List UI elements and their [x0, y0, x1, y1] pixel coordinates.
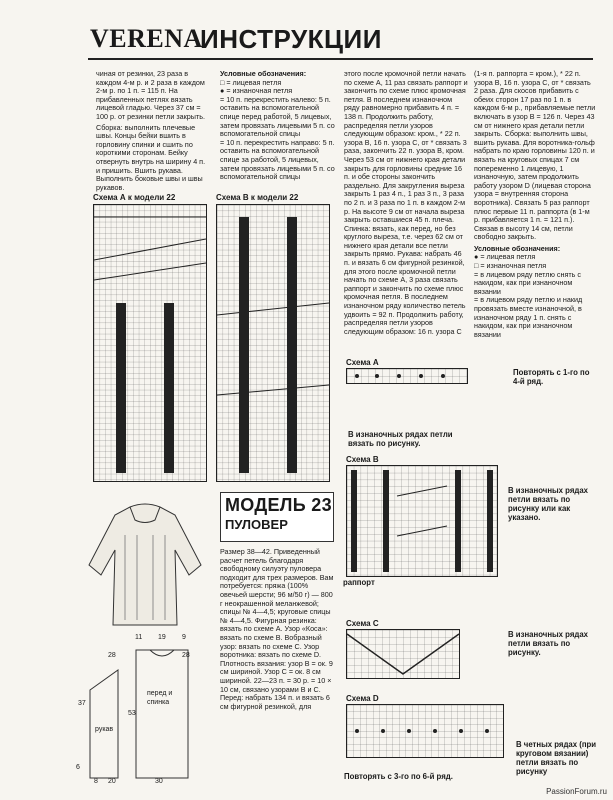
legend-title: Условные обозначения: [220, 69, 307, 78]
sketch-label-37: 37 [78, 700, 86, 707]
sketch-label-sleeve: рукав [95, 726, 114, 733]
scheme-a-22-label: Схема А к модели 22 [93, 193, 176, 202]
sketch-label-11: 11 [135, 634, 143, 641]
legend2-item: ● = лицевая петля [474, 252, 536, 262]
scheme-a-note: Повторять с 1-го по 4-й ряд. [513, 368, 590, 386]
sketch-label-9: 9 [182, 634, 186, 641]
sketch-label-28b: 28 [182, 652, 190, 659]
legend-item: = 10 п. перекрестить направо: 5 п. оставить на вспомогательной спице за работой, 5 лицевых, затем провязать лицевыми 5 п. со вспомогательной спицы [220, 137, 335, 182]
scheme-b-note: В изнаночных рядах петли вязать по рисунку или как указано. [508, 486, 589, 522]
legend2-title: Условные обозначения: [474, 243, 561, 253]
scheme-d-grid [346, 704, 504, 758]
sketch-label-20: 20 [108, 778, 116, 785]
left-paragraph-2: Сборка: выполнить плечевые швы. Концы бейки вшить в горловину спинки и сшить по короткими сторонам. Бейку отвернуть внутрь на ширину 4 п. и пришить. Вшить рукава. Выполнить боковые швы и швы рукавов. [96, 122, 206, 192]
legend2-item: = в лицевом ряду петлю и накид провязать вместе изнаночной, в изнаночном ряду 1 п. снять с накидом, как при изнаночном вязании [474, 295, 583, 339]
pattern-sketch-svg [88, 640, 208, 790]
sketch-label-6: 6 [76, 764, 80, 771]
scheme-b-rapport: раппорт [343, 578, 375, 587]
grid-b-svg [217, 205, 329, 481]
left-paragraph-1: чиная от резинки, 23 раза в каждом 4-м р. и 2 раза в каждом 2-м р. по 1 п. = 115 п. На прибавленных петлях вязать лицевой гладью. Через 37 см = 100 р. от резинки петли закрыть. [96, 69, 206, 121]
instructions-text: (1-я п. раппорта = кром.), * 22 п. узора В, 16 п. узора С, от * связать 2 раза. Для скосов прибавить с обеих сторон 17 раз по 1 п. в каждом 6-м р., прибавляемые петли включать в узор В = 126 п. Через 43 см от нижнего края детали петли закрыть. Сборка: выполнить швы, вшить рукава. Для воротника-гольф набрать по краю горловины 120 п. и вязать на круговых спицах 7 см попеременно 1 лицевую, 1 изнаночную, затем продолжить работу узором D (лицевая сторона узора = внутренняя сторона воротника). Связать 5 раз раппорт плюс первые 11 п. раппорта (в 1-м р. прибавляется 1 п. = 121 п.). Связав в высоту 14 см, петли свободно закрыть. [474, 69, 596, 242]
scheme-a-label: Схема А [346, 358, 379, 367]
instructions-text: этого после кромочной петли начать по схеме А, 11 раз связать раппорт и закончить по схеме плюс кромочная петля. В последнем изнаночном ряду равномерно прибавить 4 п. = 138 п. Продолжить работу, распределяя петли узоров следующим образом: кром., * 22 п. узора В, 16 п. узора С, от * связать 3 раза, закончить 22 п. узора В, кром. Через 53 см от нижнего края детали закрыть для горловины средние 16 п. и обе стороны закончить раздельно. Для закругления выреза закрыть 1 раз 4 п., 1 раз 3 п., 3 раза по 2 п. и 3 раза по 1 п. в каждом 2-м р. На высоте 9 см от начала выреза закрыть оставшиеся 45 п. плеча. Спинка: вязать, как перед, но без круглого выреза, т.е. через 62 см от нижнего края детали все петли закрыть прямо. Рукава: набрать 46 п. и вязать 6 см фигурной резинкой, для этого после кромочной петли начать по схеме А, 3 раза связать раппорт и закончить по схеме плюс кромочная петля. В последнем изнаночном ряду количество петель удвоить = 92 п. Продолжить работу, распределяя петли узоров следующим образом: 16 п. узора С [344, 69, 468, 336]
legend2-item: □ = изнаночная петля [474, 261, 547, 271]
scheme-b-grid [346, 465, 498, 577]
legend2-item: = в лицевом ряду петлю снять с накидом, как при изнаночном вязании [474, 269, 581, 296]
sketch-label-30: 30 [155, 778, 163, 785]
legend-item: □ = лицевая петля [220, 77, 282, 87]
scheme-a-note2: В изнаночных рядах петли вязать по рисунку. [348, 430, 453, 448]
grid-a-svg [94, 205, 206, 481]
legend-item: = 10 п. перекрестить налево: 5 п. оставить на вспомогательной спице перед работой, 5 лицевых, затем провязать лицевыми 5 п. со вспомогательной спицы [220, 94, 335, 139]
brand-logo: VERENA [90, 24, 203, 53]
left-column [96, 70, 211, 192]
model-text: Размер 38—42. Приведенный расчет петель благодаря свободному силуэту пуловера подходит для трех размеров. Вам потребуется: пряжа (100% овечьей шерсти; 96 м/50 г) — 800 г неокрашенной меланжевой; спицы № 4—4,5; круговые спицы № 4—4,5. Фигурная резинка: вязать по схеме А. Узор «Коса»: вязать по схеме B. Вобразный узор: вязать по схеме С. Узор воротника: вязать по схеме D. Плотность вязания: узор В = ок. 9 см шириной. Узор С = ок. 8 см шириной. 22—23 п. = 30 р. = 10 × 10 см, связано узорами В и С. Перед: набрать 134 п. и вязать 6 см фигурной резинкой, для [220, 547, 334, 711]
scheme-b-22-label: Схема В к модели 22 [216, 193, 299, 202]
sketch-label-28: 28 [108, 652, 116, 659]
sweater-illustration [85, 495, 205, 635]
scheme-c-label: Схема С [346, 619, 379, 628]
scheme-c-grid [346, 629, 460, 679]
scheme-d-label: Схема D [346, 694, 379, 703]
scheme-a-22-grid [93, 204, 207, 482]
model-title: МОДЕЛЬ 23 [225, 495, 332, 515]
scheme-a-grid [346, 368, 468, 384]
sketch-label-front-back: перед и спинка [147, 690, 173, 706]
scheme-c-note: В изнаночных рядах петли вязать по рисунку. [508, 630, 589, 657]
pattern-sketch [88, 640, 208, 790]
sketch-label-19: 19 [158, 634, 166, 641]
page-footer: PassionForum.ru [546, 787, 607, 796]
sweater-svg [85, 495, 205, 635]
sketch-label-53: 53 [128, 710, 136, 717]
scheme-b-22-grid [216, 204, 330, 482]
scheme-c-svg [347, 630, 459, 678]
scheme-b-svg [347, 466, 497, 576]
instructions-column-3 [344, 70, 468, 336]
instructions-column-4 [474, 70, 596, 339]
model-23-text [220, 548, 335, 711]
scheme-d-svg [347, 705, 503, 757]
model-23-box [220, 492, 334, 542]
scheme-d-side-note: В четных рядах (при круговом вязании) петли вязать по рисунку [516, 740, 597, 776]
scheme-b-label: Схема B [346, 455, 379, 464]
model-subtitle: ПУЛОВЕР [225, 517, 288, 532]
page-title: ИНСТРУКЦИИ [200, 24, 382, 54]
page-header [88, 18, 593, 60]
scheme-d-note: Повторять с 3-го по 6-й ряд. [344, 772, 453, 781]
legend-item: ● = изнаночная петля [220, 86, 293, 96]
scheme-a-svg [347, 369, 467, 383]
legend-column [220, 70, 335, 182]
sketch-label-8: 8 [94, 778, 98, 785]
